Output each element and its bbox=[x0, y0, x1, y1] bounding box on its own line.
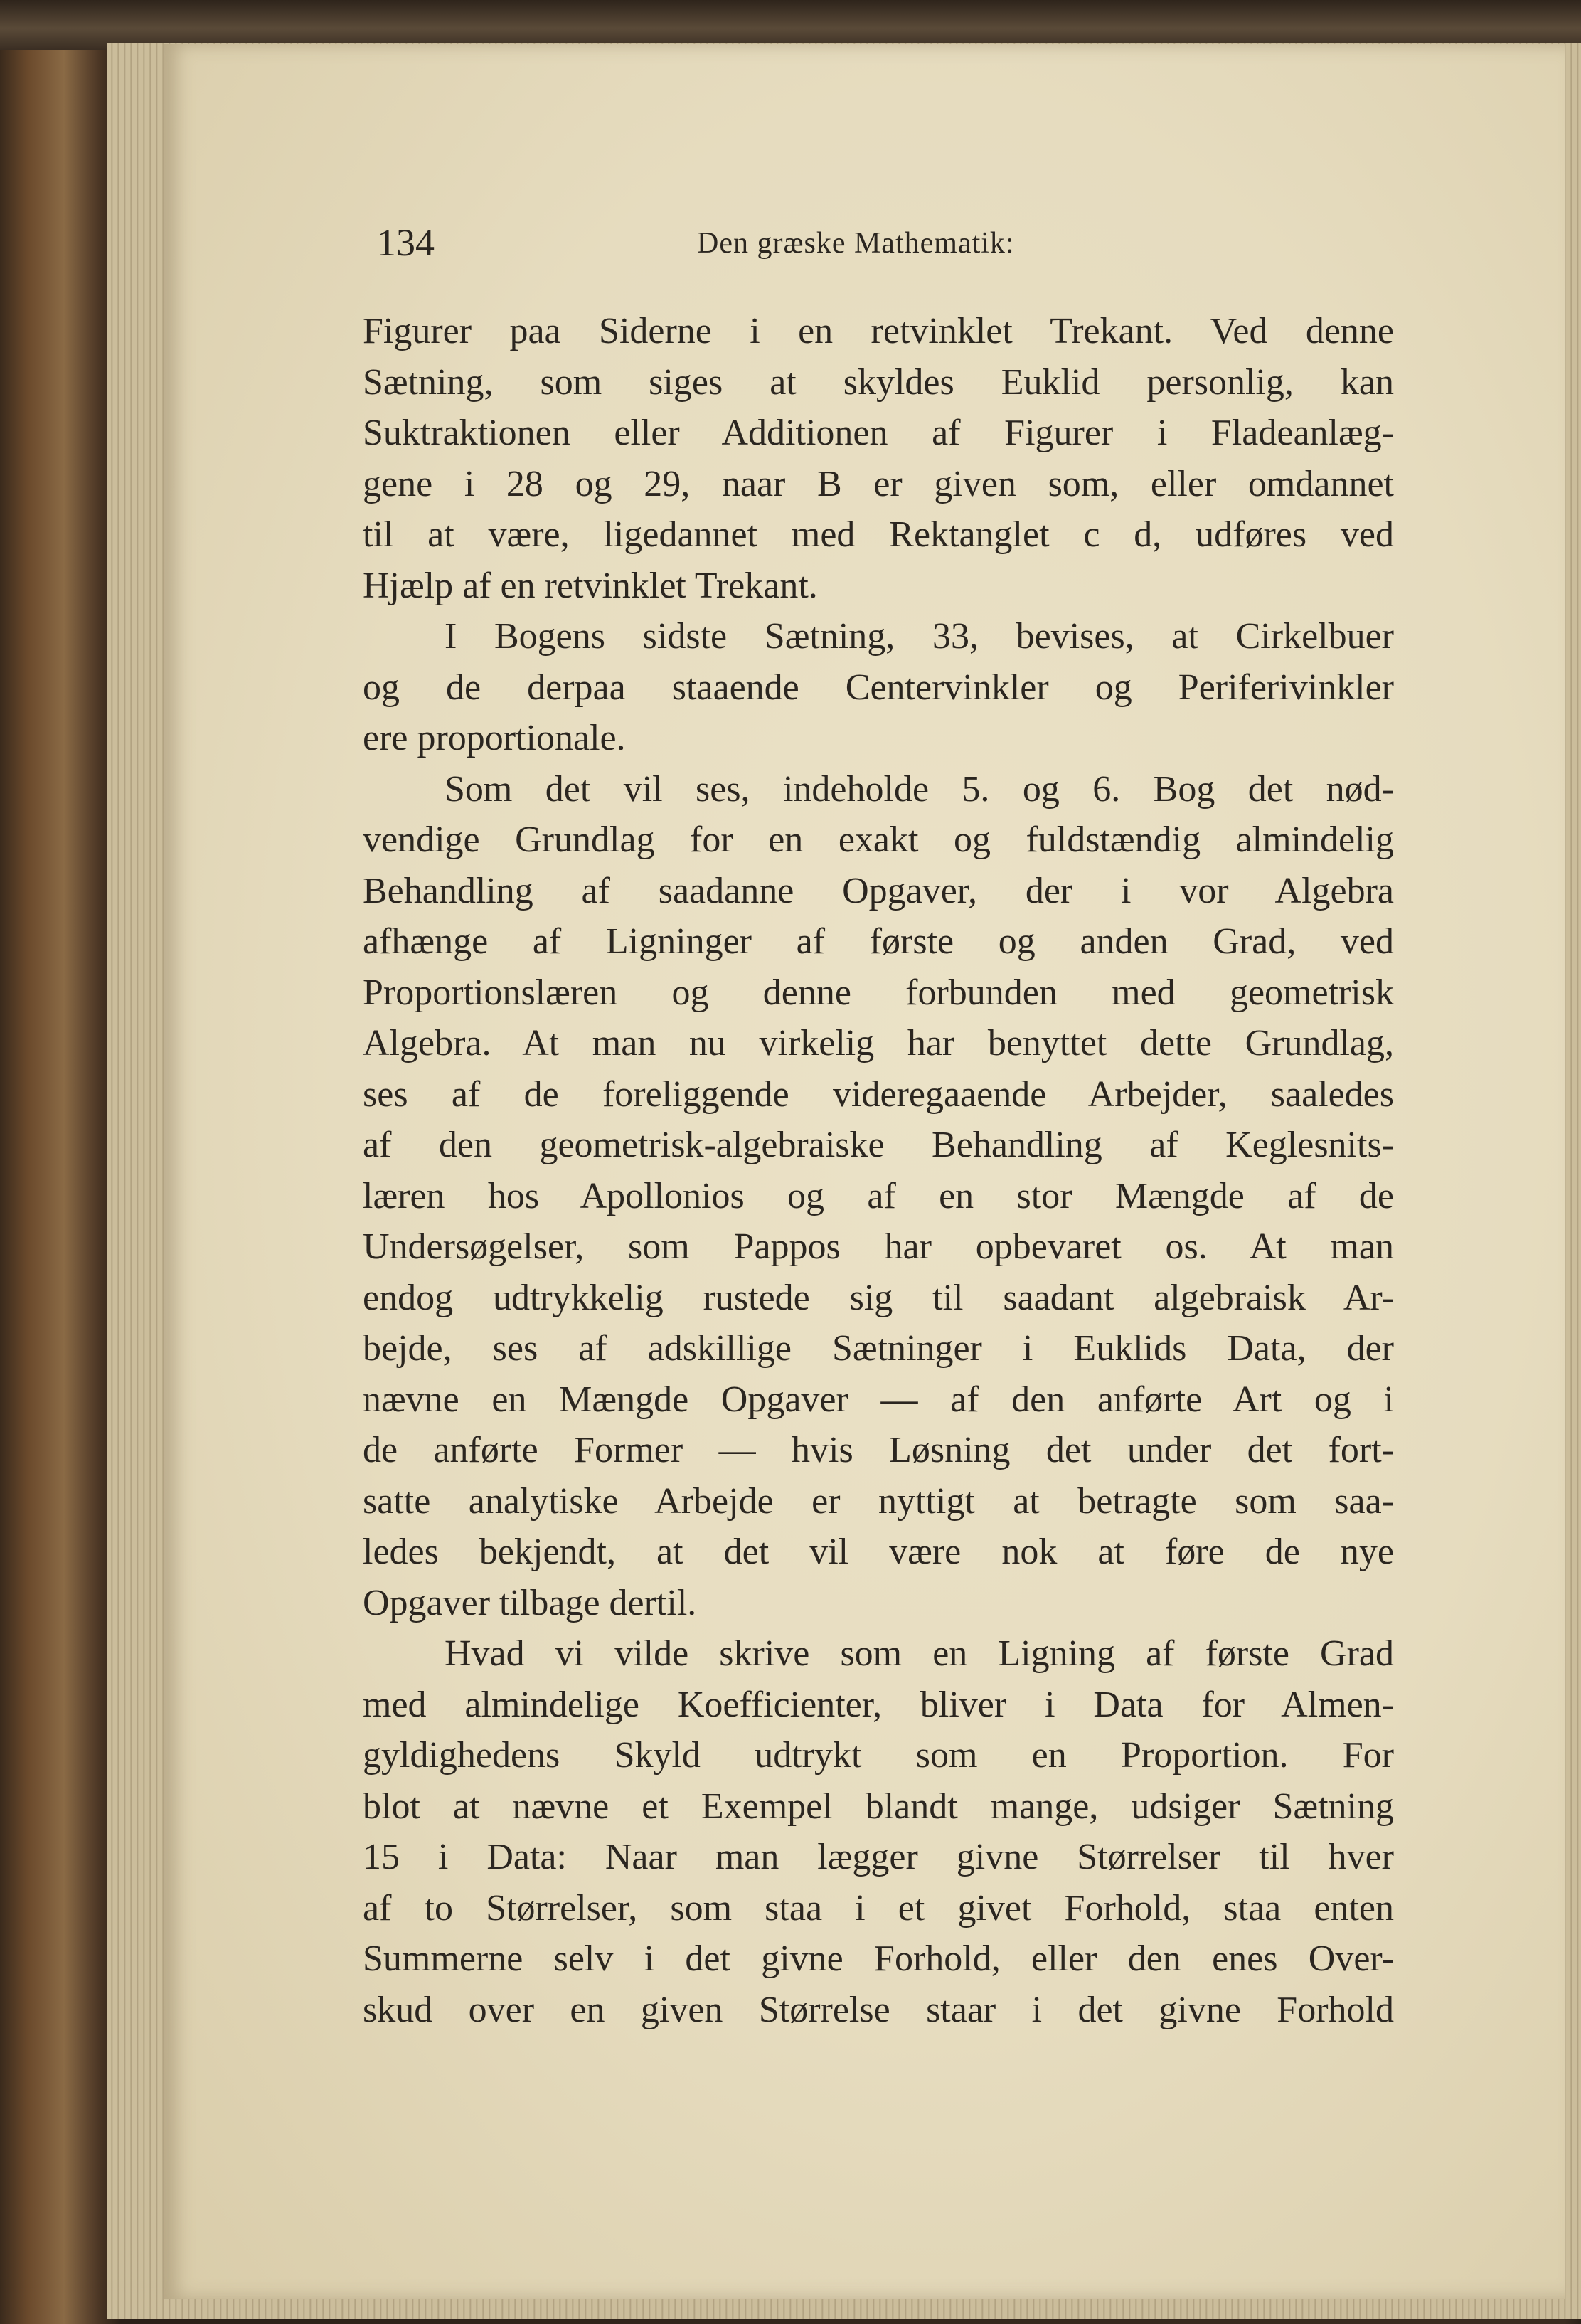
text-line: gene i 28 og 29, naar B er given som, eller omdannet bbox=[363, 463, 1394, 504]
text-line: skud over en given Størrelse staar i det givne Forhold bbox=[363, 1989, 1394, 2030]
text-line: Opgaver tilbage dertil. bbox=[363, 1582, 697, 1623]
text-line: satte analytiske Arbejde er nyttigt at betragte som saa- bbox=[363, 1480, 1394, 1522]
text-line: blot at nævne et Exempel blandt mange, udsiger Sætning bbox=[363, 1786, 1394, 1827]
text-line: nævne en Mængde Opgaver — af den anførte Art og i bbox=[363, 1379, 1394, 1420]
text-line: Algebra. At man nu virkelig har benyttet dette Grundlag, bbox=[363, 1023, 1394, 1063]
text-line: læren hos Apollonios og af en stor Mængde af de bbox=[363, 1175, 1394, 1216]
text-line: de anførte Former — hvis Løsning det under det fort- bbox=[363, 1430, 1394, 1470]
text-line: ses af de foreliggende videregaaende Arbejder, saaledes bbox=[363, 1073, 1394, 1115]
text-line: Figurer paa Siderne i en retvinklet Trekant. Ved denne bbox=[363, 311, 1394, 351]
text-line: og de derpaa staaende Centervinkler og Periferivinkler bbox=[363, 667, 1394, 708]
text-line: Undersøgelser, som Pappos har opbevaret os. At man bbox=[363, 1226, 1394, 1267]
text-line: ere proportionale. bbox=[363, 718, 626, 758]
text-line: 15 i Data: Naar man lægger givne Størrelser til hver bbox=[363, 1837, 1394, 1877]
text-line: Sætning, som siges at skyldes Euklid personlig, kan bbox=[363, 361, 1394, 403]
text-line: Proportionslæren og denne forbunden med geometrisk bbox=[363, 972, 1394, 1013]
text-line: Behandling af saadanne Opgaver, der i vor Algebra bbox=[363, 870, 1394, 911]
text-line: Hvad vi vilde skrive som en Ligning af første Grad bbox=[445, 1633, 1394, 1674]
text-line: ledes bekjendt, at det vil være nok at føre de nye bbox=[363, 1532, 1394, 1572]
text-line: med almindelige Koefficienter, bliver i Data for Almen- bbox=[363, 1684, 1394, 1725]
text-line: bejde, ses af adskillige Sætninger i Euklids Data, der bbox=[363, 1328, 1394, 1369]
running-header bbox=[377, 221, 1387, 270]
body-text bbox=[363, 306, 1394, 2035]
text-line: af den geometrisk-algebraiske Behandling af Keglesnits- bbox=[363, 1125, 1394, 1165]
text-line: Summerne selv i det givne Forhold, eller den enes Over- bbox=[363, 1938, 1394, 1979]
text-line: afhænge af Ligninger af første og anden Grad, ved bbox=[363, 921, 1394, 962]
text-line: Hjælp af en retvinklet Trekant. bbox=[363, 565, 818, 606]
text-line: I Bogens sidste Sætning, 33, bevises, at Cirkelbuer bbox=[445, 616, 1394, 657]
text-line: Suktraktionen eller Additionen af Figurer i Fladeanlæg- bbox=[363, 413, 1394, 453]
text-line: til at være, ligedannet med Rektanglet c d, udføres ved bbox=[363, 514, 1394, 555]
text-line: vendige Grundlag for en exakt og fuldstændig almindelig bbox=[363, 819, 1394, 860]
text-line: endog udtrykkelig rustede sig til saadant algebraisk Ar- bbox=[363, 1277, 1394, 1318]
page-number: 134 bbox=[377, 221, 435, 264]
text-line: af to Størrelser, som staa i et givet Forhold, staa enten bbox=[363, 1887, 1394, 1928]
text-line: Som det vil ses, indeholde 5. og 6. Bog det nød- bbox=[445, 768, 1394, 810]
running-title: Den græske Mathematik: bbox=[697, 227, 1015, 260]
text-line: gyldighedens Skyld udtrykt som en Proportion. For bbox=[363, 1735, 1394, 1776]
